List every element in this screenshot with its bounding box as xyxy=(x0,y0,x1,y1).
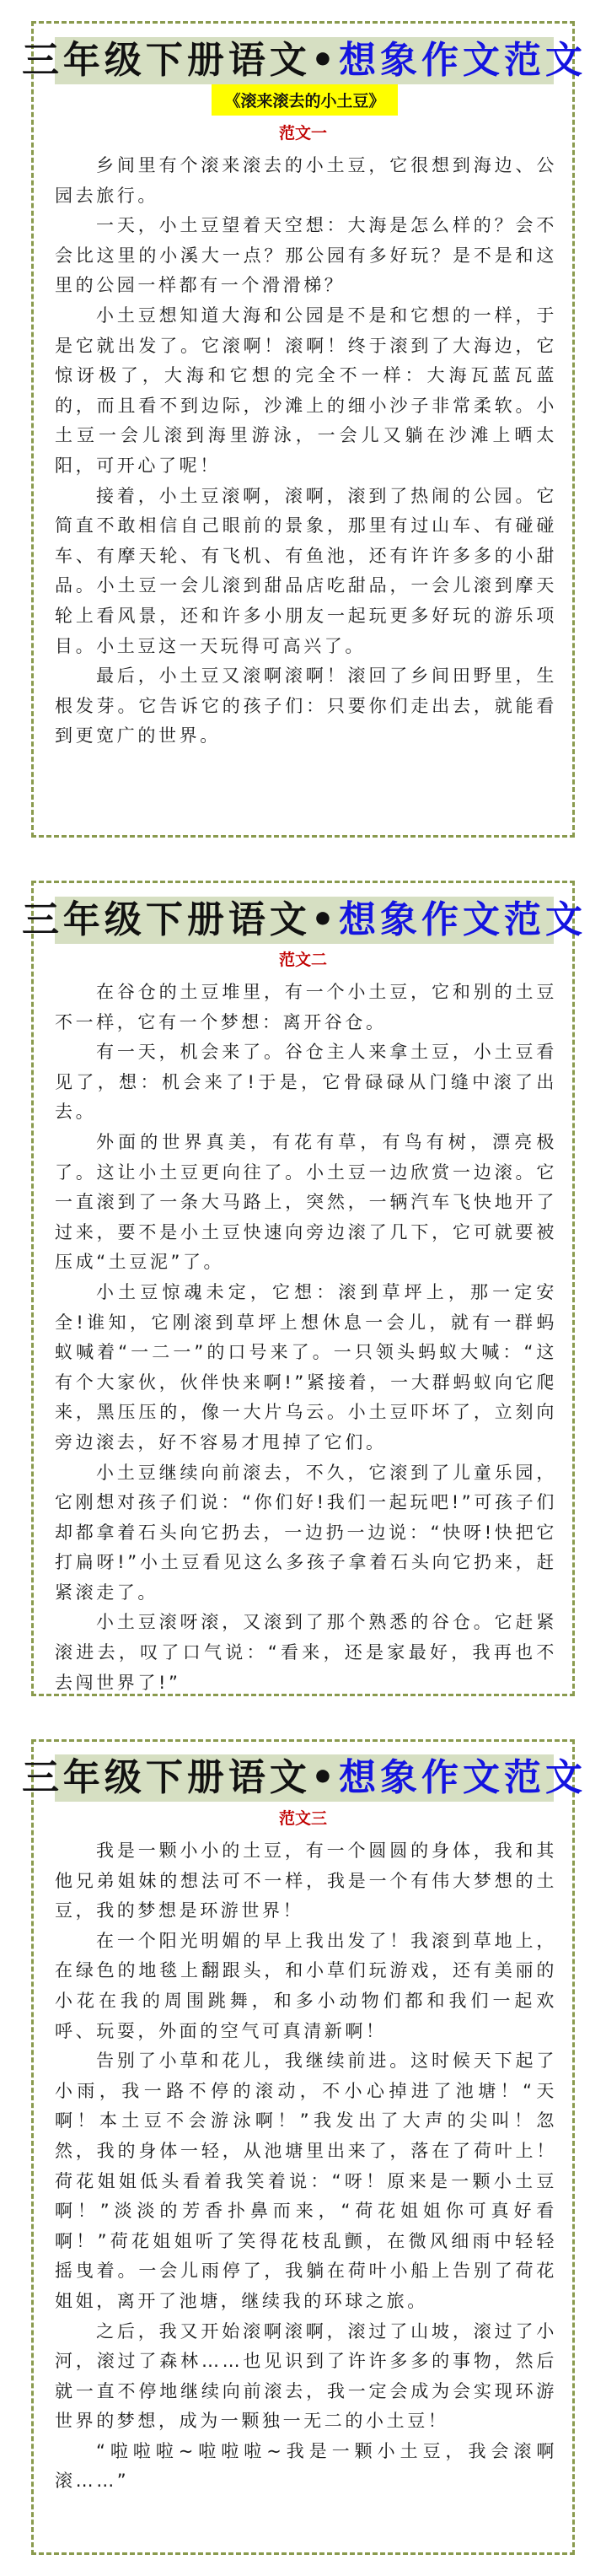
essay-heading: 范文三 xyxy=(278,1809,327,1828)
essay-body xyxy=(55,978,557,1698)
paragraph: 在一个阳光明媚的早上我出发了！我滚到草地上，在绿色的地毯上翻跟头，和小草们玩游戏，还有美丽的小花在我的周围跳舞，和多小动物们都和我们一起欢呼、玩耍，外面的空气可真清新啊！ xyxy=(55,1930,557,2041)
paragraph: 我是一颗小小的土豆，有一个圆圆的身体，我和其他兄弟姐妹的想法可不一样，我是一个有伟大梦想的土豆，我的梦想是环游世界！ xyxy=(55,1840,557,1921)
paragraph: “啦啦啦~啦啦啦~我是一颗小土豆，我会滚啊滚……” xyxy=(55,2440,557,2492)
paragraph: 告别了小草和花儿，我继续前进。这时候天下起了小雨，我一路不停的滚动，不小心掉进了池塘！“天啊！本土豆不会游泳啊！”我发出了大声的尖叫！忽然，我的身体一轻，从池塘里出来了，落在了荷叶上！荷花姐姐低头看着我笑着说：“呀！原来是一颗小土豆啊！”淡淡的芳香扑鼻而来，“荷花姐姐你可真好看啊！”荷花姐姐听了笑得花枝乱颤，在微风细雨中轻轻摇曳着。一会儿雨停了，我躺在荷叶小船上告别了荷花姐姐，离开了池塘，继续我的环球之旅。 xyxy=(55,2051,557,2311)
essay-body xyxy=(55,1836,557,2497)
paragraph: 一天，小土豆望着天空想：大海是怎么样的？会不会比这里的小溪大一点？那公园有多好玩？是不是和这里的公园一样都有一个滑滑梯？ xyxy=(55,215,557,296)
title-part-grade: 三年级下册语文• xyxy=(21,39,340,82)
paragraph: 有一天，机会来了。谷仓主人来拿土豆，小土豆看见了，想：机会来了!于是，它骨碌碌从门缝中滚了出去。 xyxy=(55,1042,557,1123)
essay-body xyxy=(55,151,557,752)
essay-subtitle: 《滚来滚去的小土豆》 xyxy=(212,84,398,116)
page-title xyxy=(21,1754,587,1802)
paragraph: 之后，我又开始滚啊滚啊，滚过了山坡，滚过了小河，滚过了森林……也见识到了许许多多的事物，然后就一直不停地继续向前滚去，我一定会成为会实现环游世界的梦想，成为一颗独一无二的小土豆！ xyxy=(55,2320,557,2432)
essay-heading: 范文一 xyxy=(278,124,327,143)
paragraph: 在谷仓的土豆堆里，有一个小土豆，它和别的土豆不一样，它有一个梦想：离开谷仓。 xyxy=(55,982,557,1032)
paragraph: 小土豆想知道大海和公园是不是和它想的一样，于是它就出发了。它滚啊！滚啊！终于滚到了大海边，它惊讶极了，大海和它想的完全不一样：大海瓦蓝瓦蓝的，而且看不到边际，沙滩上的细小沙子非常柔软。小土豆一会儿滚到海里游泳，一会儿又躺在沙滩上晒太阳，可开心了呢！ xyxy=(55,304,557,476)
paragraph: 外面的世界真美，有花有草，有鸟有树，漂亮极了。这让小土豆更向往了。小土豆一边欣赏一边滚。它一直滚到了一条大马路上，突然，一辆汽车飞快地开了过来，要不是小土豆快速向旁边滚了几下，它可就要被压成“土豆泥”了。 xyxy=(55,1131,557,1273)
essay-card-3 xyxy=(21,1739,587,2555)
title-part-grade: 三年级下册语文• xyxy=(21,1756,340,1799)
paragraph: 接着，小土豆滚啊，滚啊，滚到了热闹的公园。它简直不敢相信自己眼前的景象，那里有过山车、有碰碰车、有摩天轮、有飞机、有鱼池，还有许许多多的小甜品。小土豆一会儿滚到甜品店吃甜品，一会儿滚到摩天轮上看风景，还和许多小朋友一起玩更多好玩的游乐项目。小土豆这一天玩得可高兴了。 xyxy=(55,485,557,656)
page-title xyxy=(21,37,587,84)
essay-card-2 xyxy=(21,881,587,1696)
title-part-grade: 三年级下册语文• xyxy=(21,898,340,941)
paragraph: 乡间里有个滚来滚去的小土豆，它很想到海边、公园去旅行。 xyxy=(55,155,557,206)
paragraph: 小土豆惊魂未定，它想：滚到草坪上，那一定安全!谁知，它刚滚到草坪上想休息一会儿，就有一群蚂蚁喊着“一二一”的口号来了。一只领头蚂蚁大喊：“这有个大家伙，伙伴快来啊!”紧接着，一大群蚂蚁向它爬来，黑压压的，像一大片乌云。小土豆吓坏了，立刻向旁边滚去，好不容易才甩掉了它们。 xyxy=(55,1281,557,1452)
paragraph: 最后，小土豆又滚啊滚啊！滚回了乡间田野里，生根发芽。它告诉它的孩子们：只要你们走出去，就能看到更宽广的世界。 xyxy=(55,666,557,746)
title-part-topic: 想象作文范文 xyxy=(339,39,587,82)
title-part-topic: 想象作文范文 xyxy=(339,1756,587,1799)
paragraph: 小土豆滚呀滚，又滚到了那个熟悉的谷仓。它赶紧滚进去，叹了口气说：“看来，还是家最好，我再也不去闯世界了!” xyxy=(55,1612,557,1693)
title-part-topic: 想象作文范文 xyxy=(339,898,587,941)
essay-heading: 范文二 xyxy=(278,951,327,969)
page-title xyxy=(21,897,587,944)
essay-card-1 xyxy=(21,21,587,838)
paragraph: 小土豆继续向前滚去，不久，它滚到了儿童乐园，它刚想对孩子们说：“你们好!我们一起玩吧!”可孩子们却都拿着石头向它扔去，一边扔一边说：“快呀!快把它打扁呀!”小土豆看见这么多孩子拿着石头向它扔来，赶紧滚走了。 xyxy=(55,1462,557,1603)
